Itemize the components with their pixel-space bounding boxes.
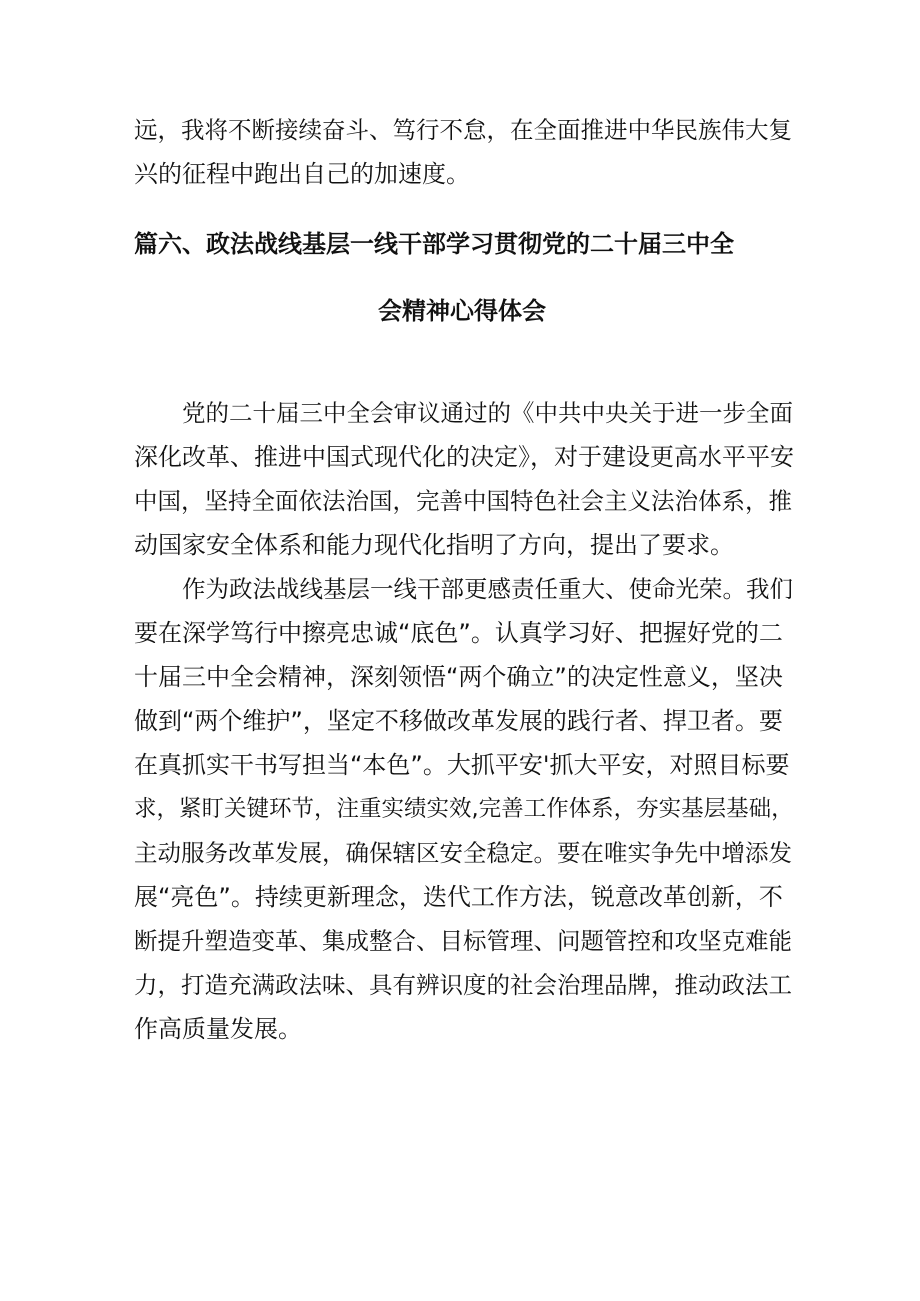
paragraph2-line-11: 作高质量发展。 <box>134 1015 302 1043</box>
paragraph2-line-9: 断提升塑造变革、集成整合、目标管理、问题管控和攻坚克难能 <box>134 927 792 955</box>
paragraph2-line-8: 展“亮色”。持续更新理念，迭代工作方法，锐意改革创新，不 <box>134 883 783 911</box>
paragraph1-line-3: 中国，坚持全面依法治国，完善中国特色社会主义法治体系，推 <box>134 487 792 515</box>
paragraph2-line-7: 主动服务改革发展，确保辖区安全稳定。要在唯实争先中增添发 <box>134 839 792 867</box>
paragraph2-line-6: 求，紧盯关键环节，注重实绩实效,完善工作体系，夯实基层基础， <box>134 796 794 822</box>
paragraph1-line-2: 深化改革、推进中国式现代化的决定》，对于建设更高水平平安 <box>134 443 794 471</box>
section-title-line-2: 会精神心得体会 <box>378 297 546 325</box>
paragraph1-line-1: 党的二十届三中全会审议通过的《中共中央关于进一步全面 <box>182 399 793 427</box>
continuation-line-2: 兴的征程中跑出自己的加速度。 <box>134 160 470 188</box>
continuation-line-1: 远，我将不断接续奋斗、笃行不怠，在全面推进中华民族伟大复 <box>134 116 792 144</box>
paragraph2-line-3: 十届三中全会精神，深刻领悟“两个确立”的决定性意义，坚决 <box>134 663 783 691</box>
section-title-line-1: 篇六、政法战线基层一线干部学习贯彻党的二十届三中全 <box>134 230 734 258</box>
paragraph2-line-2: 要在深学笃行中擦亮忠诚“底色”。认真学习好、把握好党的二 <box>134 619 783 647</box>
paragraph2-line-10: 力，打造充满政法味、具有辨识度的社会治理品牌，推动政法工 <box>134 971 792 999</box>
paragraph2-line-5: 在真抓实干书写担当“本色”。大抓平安'抓大平安，对照目标要 <box>134 751 790 779</box>
paragraph1-line-4: 动国家安全体系和能力现代化指明了方向，提出了要求。 <box>134 531 734 559</box>
paragraph2-line-4: 做到“两个维护”，坚定不移做改革发展的践行者、捍卫者。要 <box>134 707 783 735</box>
paragraph2-line-1: 作为政法战线基层一线干部更感责任重大、使命光荣。我们 <box>182 575 793 603</box>
